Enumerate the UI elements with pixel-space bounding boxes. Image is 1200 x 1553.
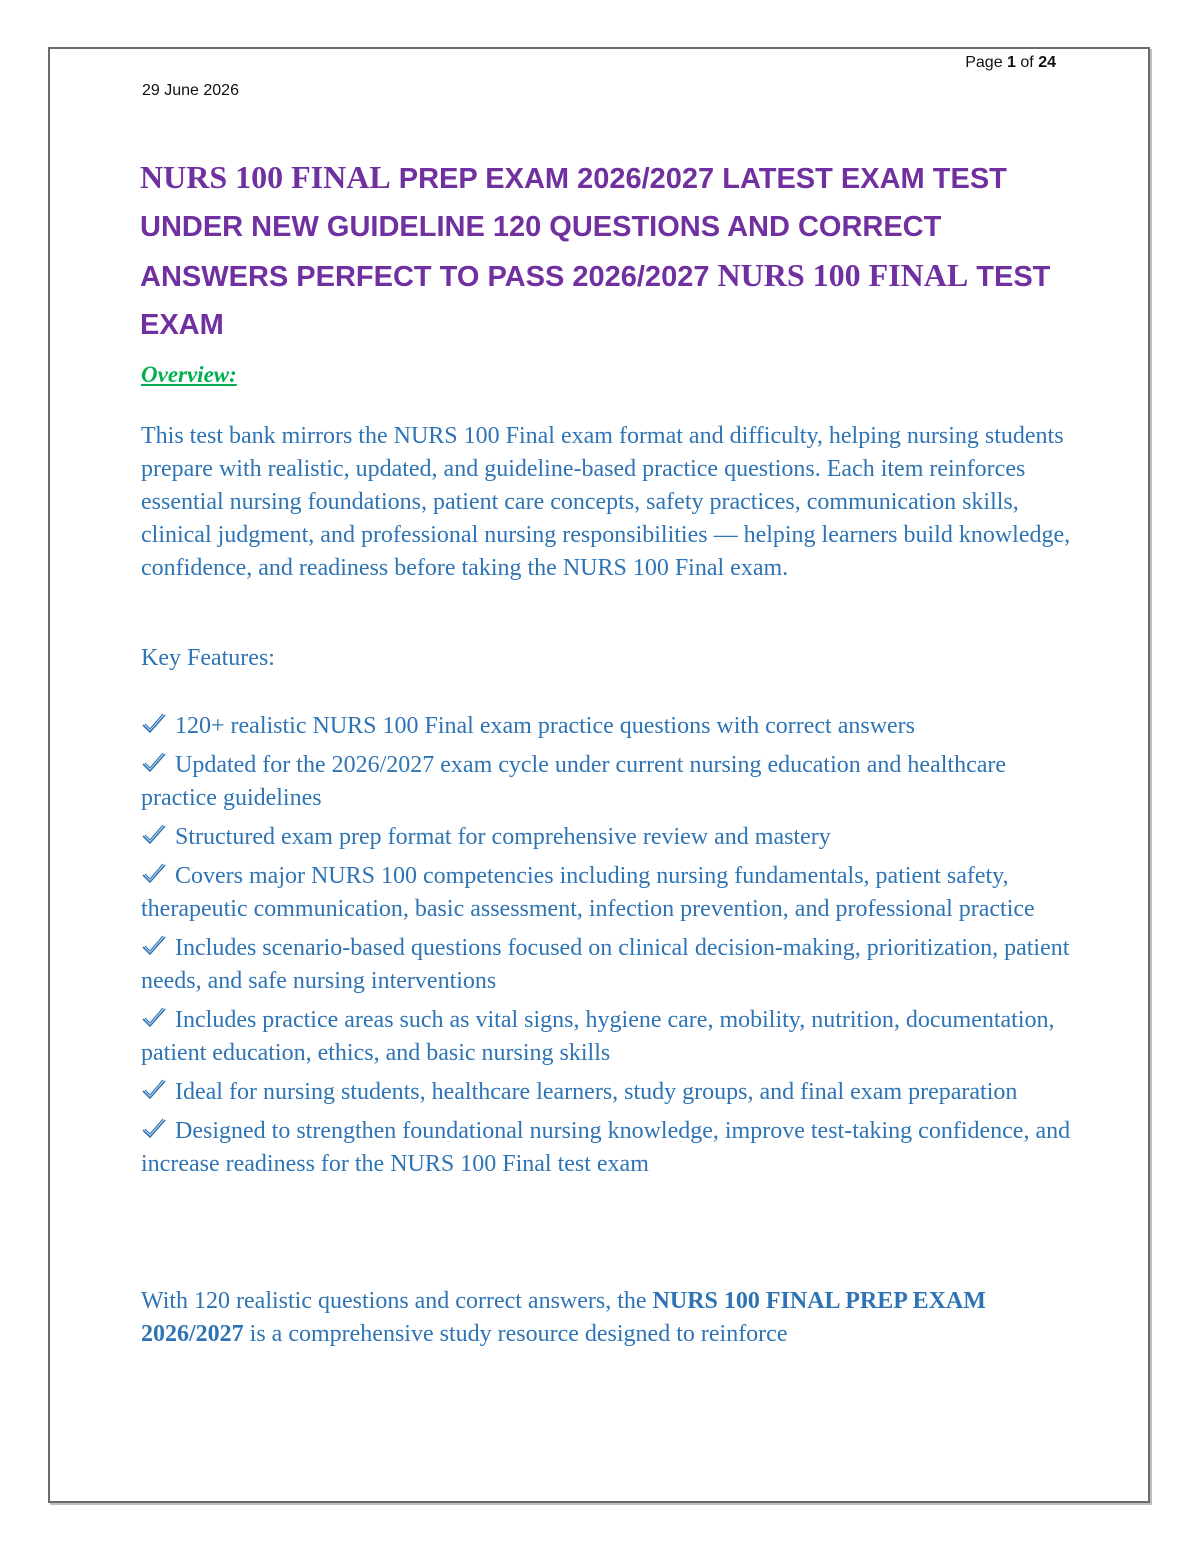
feature-item: [141, 749, 1081, 815]
key-features-heading: Key Features:: [141, 645, 275, 671]
closing-text-after: is a comprehensive study resource designed to reinforce: [249, 1321, 788, 1347]
checkmark-icon: [141, 862, 167, 886]
feature-text: 120+ realistic NURS 100 Final exam practice questions with correct answers: [175, 713, 916, 739]
feature-item: [141, 1004, 1081, 1070]
feature-item: [141, 1115, 1081, 1181]
overview-paragraph: This test bank mirrors the NURS 100 Final exam format and difficulty, helping nursing students prepare with realistic, updated, and guideline-based practice questions. Each item reinforces essential nursing foundations, patient care concepts, safety practices, communication skills, clinical judgment, and professional nursing responsibilities — helping learners build knowledge, confidence, and readiness before taking the NURS 100 Final exam.: [141, 423, 1071, 581]
checkmark-icon: [141, 712, 167, 736]
feature-text: Designed to strengthen foundational nursing knowledge, improve test-taking confidence, and increase readiness for the NURS 100 Final test exam: [141, 1118, 1071, 1177]
checkmark-icon: [141, 823, 167, 847]
title-part-3: NURS 100 FINAL: [717, 257, 969, 293]
checkmark-icon: [141, 1078, 167, 1102]
feature-item: [141, 710, 1081, 743]
feature-text: Includes scenario-based questions focused on clinical decision-making, prioritization, patient needs, and safe nursing interventions: [141, 935, 1070, 994]
document-date: 29 June 2026: [142, 82, 239, 99]
page-current: 1: [1007, 54, 1016, 71]
document-page: [48, 47, 1150, 1503]
checkmark-icon: [141, 1117, 167, 1141]
page-number: [965, 54, 1056, 72]
document-title: [140, 153, 1070, 349]
checkmark-icon: [141, 751, 167, 775]
feature-list: [141, 710, 1081, 1187]
page-total: 24: [1038, 54, 1056, 71]
title-part-2: PREP EXAM 2026/2027 LATEST EXAM TEST UNDER NEW GUIDELINE 120 QUESTIONS AND CORRECT ANSWERS PERFECT TO PASS 2026/2027: [140, 163, 1007, 293]
checkmark-icon: [141, 934, 167, 958]
page-of: of: [1020, 54, 1034, 71]
title-part-1: NURS 100 FINAL: [140, 159, 391, 195]
feature-text: Updated for the 2026/2027 exam cycle under current nursing education and healthcare practice guidelines: [141, 752, 1007, 811]
feature-text: Includes practice areas such as vital signs, hygiene care, mobility, nutrition, documentation, patient education, ethics, and basic nursing skills: [141, 1007, 1055, 1066]
feature-text: Ideal for nursing students, healthcare learners, study groups, and final exam preparation: [175, 1079, 1018, 1105]
overview-heading: Overview:: [141, 362, 237, 387]
checkmark-icon: [141, 1006, 167, 1030]
closing-text-bold: NURS 100 FINAL PREP EXAM 2026/2027: [141, 1288, 986, 1347]
feature-text: Structured exam prep format for comprehensive review and mastery: [175, 824, 831, 850]
feature-text: Covers major NURS 100 competencies including nursing fundamentals, patient safety, therapeutic communication, basic assessment, infection prevention, and professional practice: [141, 863, 1035, 922]
page-label: Page: [965, 54, 1003, 71]
feature-item: [141, 932, 1081, 998]
closing-paragraph: [141, 1285, 1081, 1351]
feature-item: [141, 821, 1081, 854]
feature-item: [141, 1076, 1081, 1109]
closing-text-before: With 120 realistic questions and correct answers, the: [141, 1288, 647, 1314]
title-part-4: TEST EXAM: [140, 261, 1051, 341]
feature-item: [141, 860, 1081, 926]
